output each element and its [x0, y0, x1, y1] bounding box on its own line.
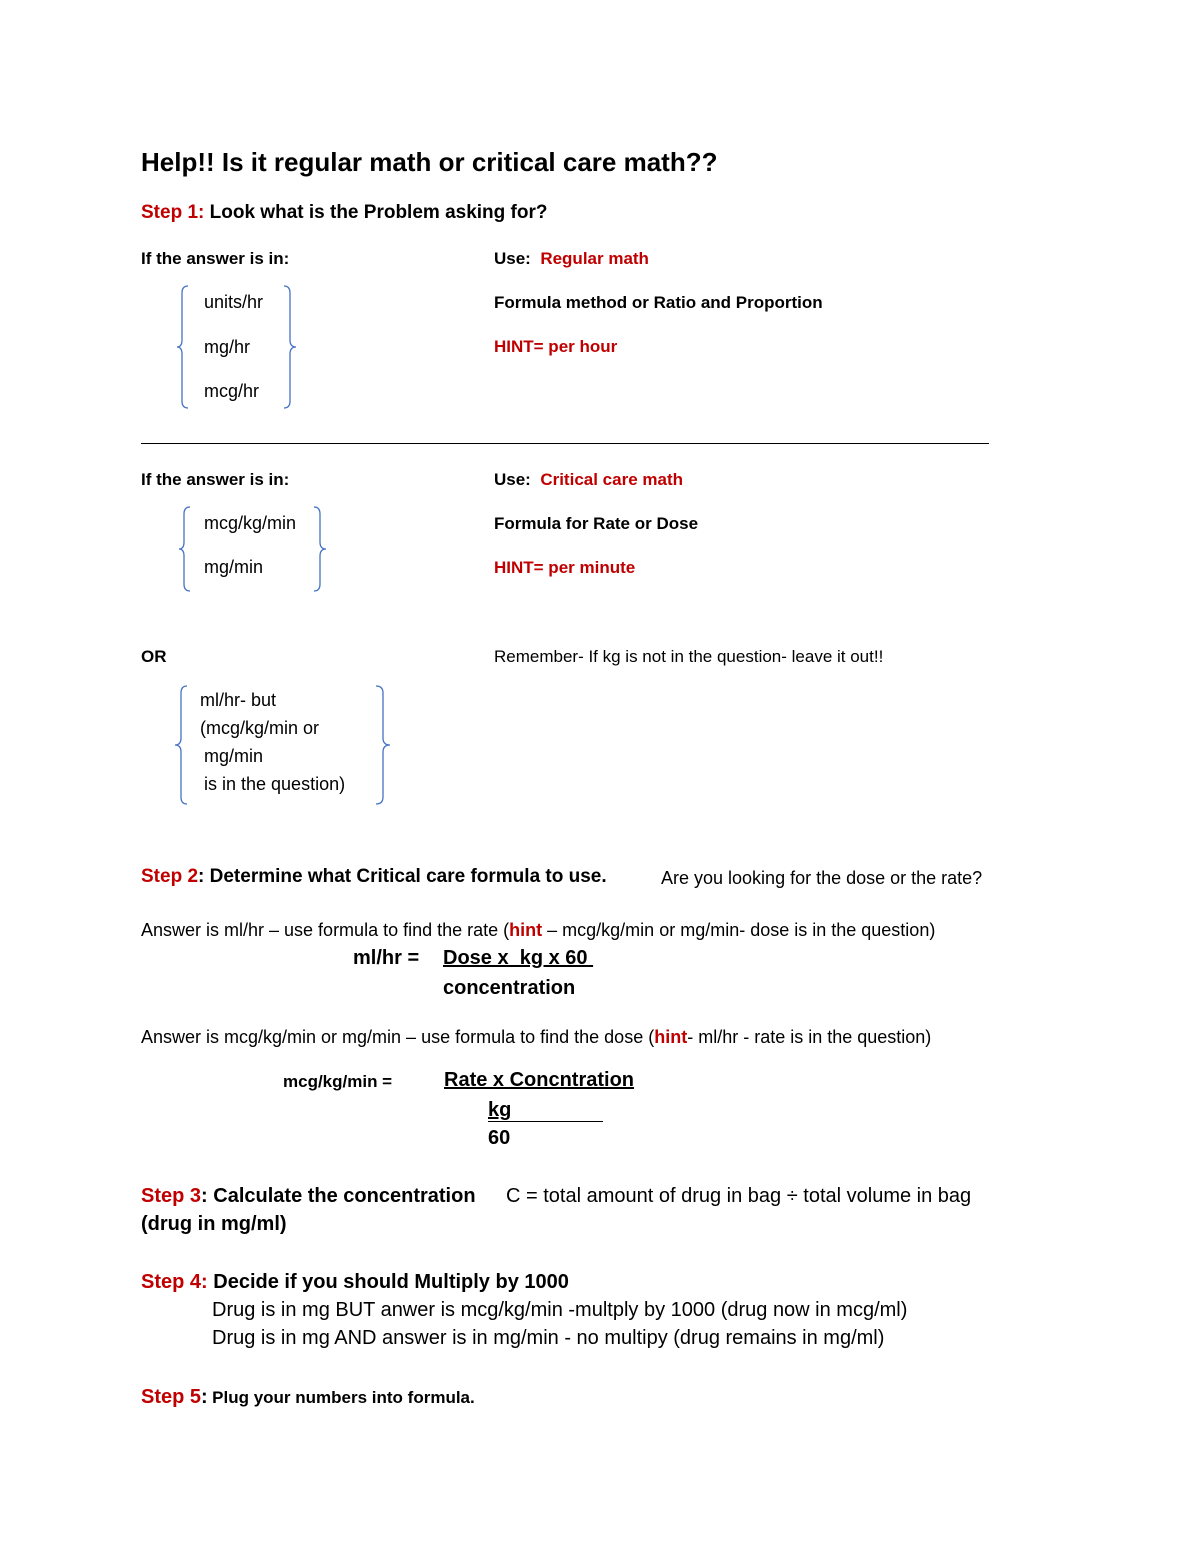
page-title: Help!! Is it regular math or critical care math?? [141, 147, 718, 177]
step5-label: Step 5 [141, 1386, 202, 1408]
answer-rate-pre: Answer is ml/hr – use formula to find the rate ( [141, 920, 510, 940]
step5-colon: : [201, 1386, 208, 1408]
section2-method: Formula for Rate or Dose [494, 514, 699, 533]
section1-unit-2: mg/hr [204, 337, 251, 357]
or-label: OR [141, 647, 167, 666]
formula-dose-60: 60 [488, 1127, 511, 1149]
formula-rate-numerator: Dose x kg x 60 [443, 947, 594, 969]
formula-rate-denominator: concentration [443, 977, 576, 999]
section1-hint: HINT= per hour [494, 337, 618, 356]
section1-use [494, 249, 649, 269]
answer-rate-post: – mcg/kg/min or mg/min- dose is in the question) [542, 920, 936, 940]
step3-heading [141, 1185, 476, 1208]
step4-label: Step 4: [141, 1271, 208, 1293]
step2-question: Are you looking for the dose or the rate? [661, 868, 983, 888]
section2-use [494, 470, 683, 490]
answer-rate-hint: hint [509, 920, 543, 940]
step4-line-2: Drug is in mg AND answer is in mg/min - no multipy (drug remains in mg/ml) [212, 1327, 885, 1349]
step5-heading [141, 1386, 475, 1409]
or-line-4: is in the question) [204, 774, 346, 794]
formula-dose-lhs: mcg/kg/min = [283, 1072, 393, 1091]
answer-dose-pre: Answer is mcg/kg/min or mg/min – use formula to find the dose ( [141, 1027, 655, 1047]
answer-dose-post: - ml/hr - rate is in the question) [687, 1027, 932, 1047]
right-brace-icon [312, 505, 332, 593]
section1-method: Formula method or Ratio and Proportion [494, 293, 823, 312]
left-brace-icon [173, 684, 193, 806]
answer-rate-line [141, 920, 935, 941]
step5-text: Plug your numbers into formula. [212, 1388, 475, 1407]
step3-colon: : [201, 1185, 208, 1207]
or-line-1: ml/hr- but [200, 690, 277, 710]
or-line-2: (mcg/kg/min or [200, 718, 320, 738]
section2-unit-2: mg/min [204, 557, 264, 577]
section1-use-label: Use: [494, 249, 531, 268]
step2-label: Step 2 [141, 866, 199, 887]
step3-label: Step 3 [141, 1185, 202, 1207]
section2-use-label: Use: [494, 470, 531, 489]
formula-rate-lhs: ml/hr = [353, 947, 420, 969]
section2-hint: HINT= per minute [494, 558, 636, 577]
step1-text: Look what is the Problem asking for? [209, 202, 548, 223]
step3-text: Calculate the concentration [213, 1185, 476, 1207]
section1-unit-1: units/hr [204, 292, 264, 312]
answer-dose-line [141, 1027, 931, 1048]
section1-use-value: Regular math [540, 249, 649, 268]
formula-dose-kg-rule [488, 1121, 603, 1122]
step2-heading [141, 866, 607, 888]
left-brace-icon [178, 505, 198, 593]
step2-colon: : [198, 866, 205, 887]
right-brace-icon [282, 284, 302, 410]
section2-unit-1: mcg/kg/min [204, 513, 297, 533]
or-line-3: mg/min [204, 746, 264, 766]
left-brace-icon [176, 284, 196, 410]
step1-heading [141, 202, 547, 224]
answer-dose-hint: hint [654, 1027, 688, 1047]
step1-label: Step 1: [141, 202, 205, 223]
formula-dose-numerator: Rate x Concntration [444, 1069, 635, 1091]
step4-line-1: Drug is in mg BUT anwer is mcg/kg/min -multply by 1000 (drug now in mcg/ml) [212, 1299, 908, 1321]
step3-note: (drug in mg/ml) [141, 1213, 287, 1235]
section1-if-label: If the answer is in: [141, 249, 290, 268]
formula-dose-kg [488, 1099, 511, 1122]
step4-heading [141, 1271, 569, 1294]
section2-if-label: If the answer is in: [141, 470, 290, 489]
step2-text: Determine what Critical care formula to use. [209, 866, 607, 887]
section-divider [141, 443, 989, 444]
remember-note: Remember- If kg is not in the question- leave it out!! [494, 647, 884, 666]
step3-formula: C = total amount of drug in bag ÷ total volume in bag [506, 1185, 972, 1207]
formula-dose-kg-text: kg [488, 1099, 512, 1121]
section2-use-value: Critical care math [540, 470, 683, 489]
step4-text: Decide if you should Multiply by 1000 [213, 1271, 569, 1293]
right-brace-icon [374, 684, 394, 806]
section1-unit-3: mcg/hr [204, 381, 260, 401]
